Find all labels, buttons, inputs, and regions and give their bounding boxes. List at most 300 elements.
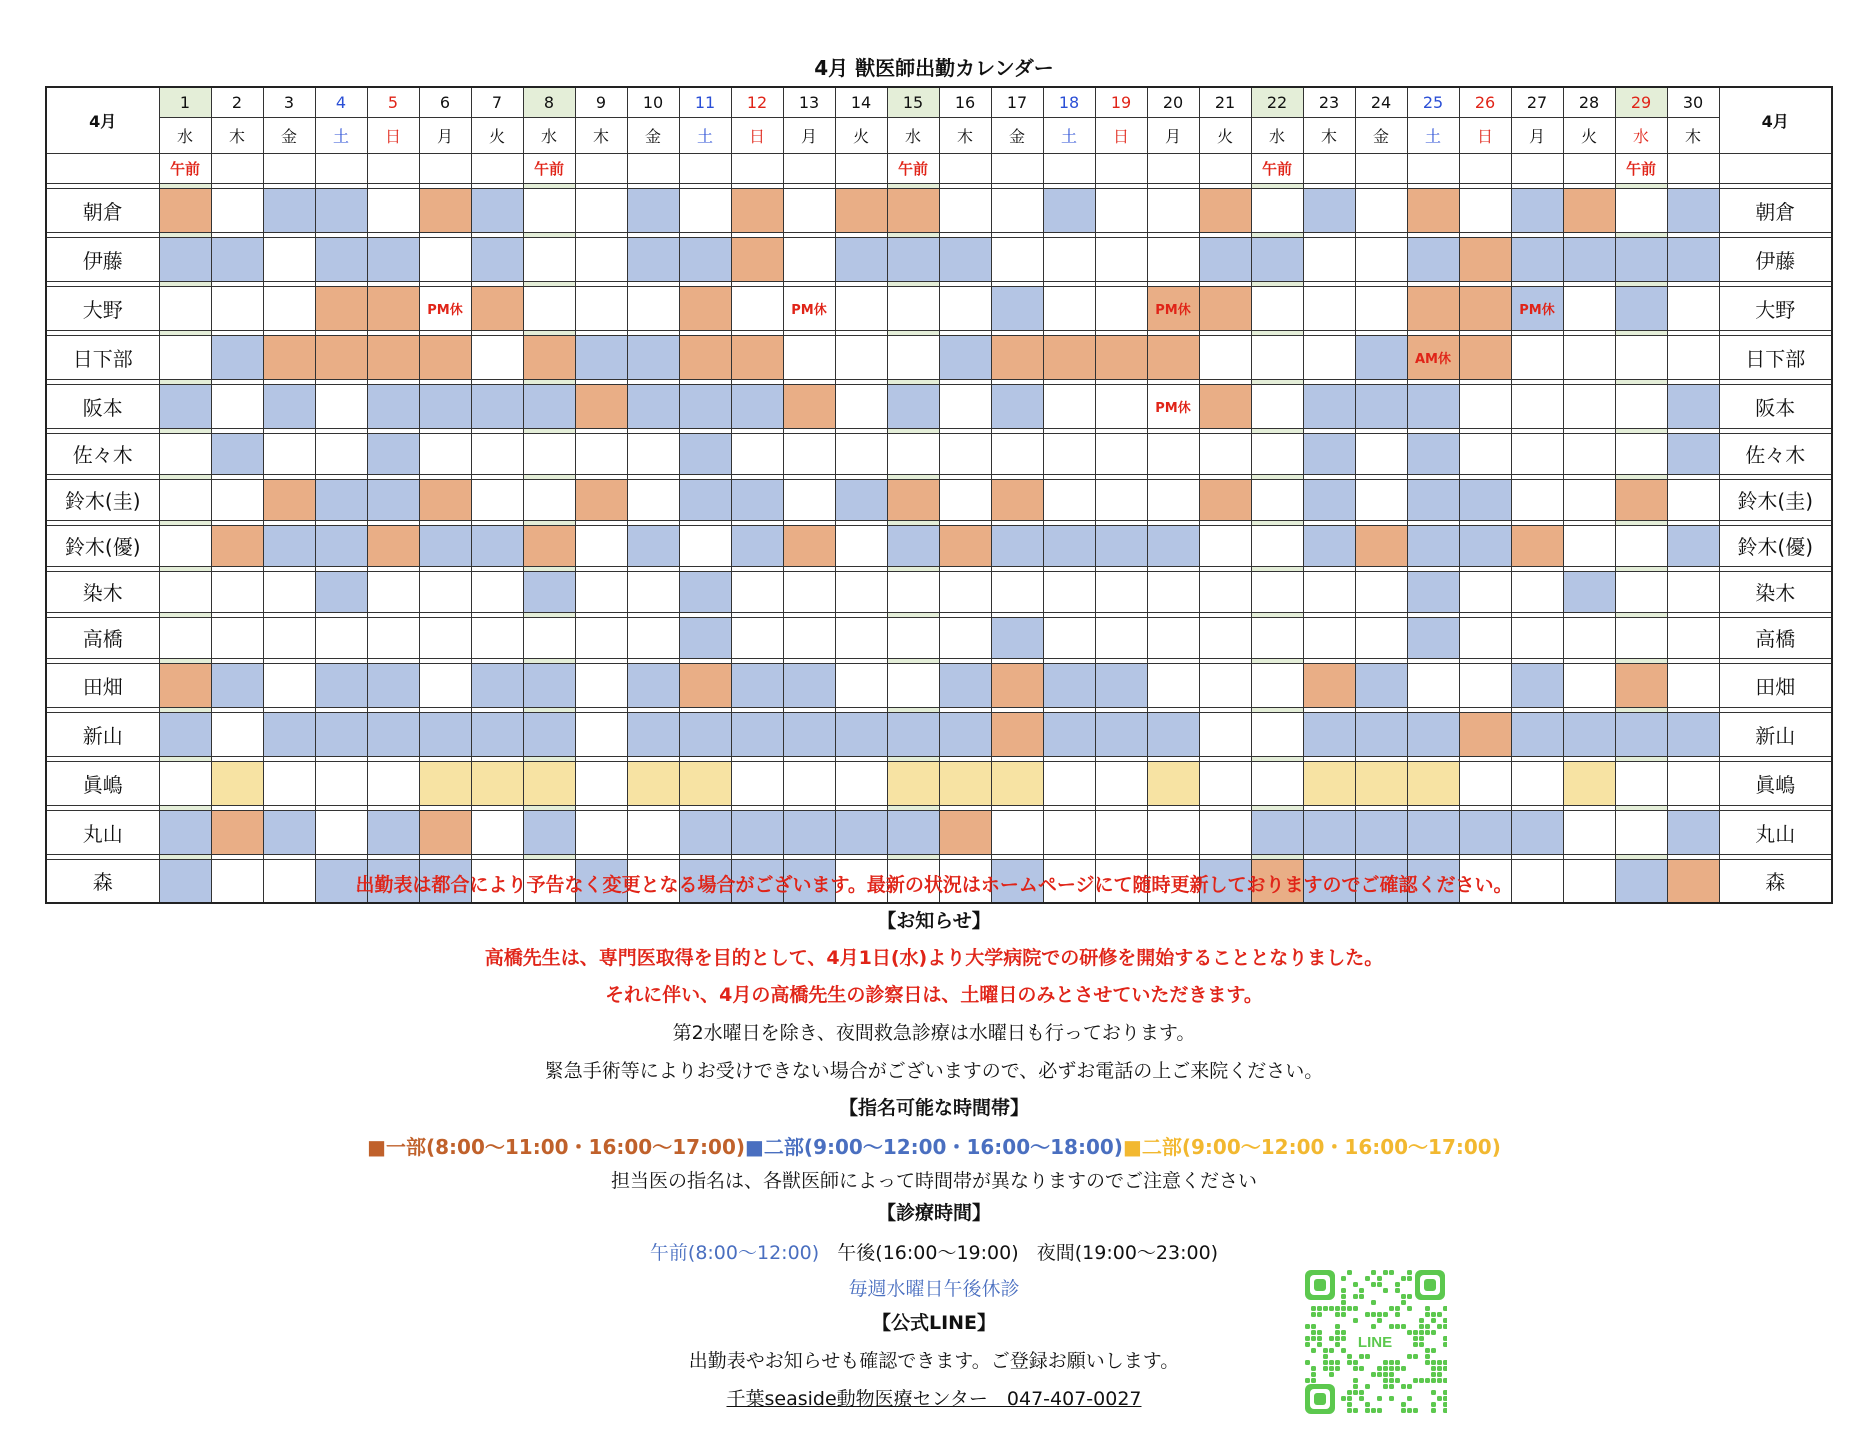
qr-module: [1323, 1306, 1328, 1311]
shift-cell: [1459, 663, 1511, 707]
gozen-empty: [367, 153, 419, 183]
day-number: 15: [887, 87, 939, 117]
shift-cell: [1615, 286, 1667, 330]
shift-cell: [1563, 761, 1615, 805]
shift-cell: [939, 525, 991, 566]
oshirase-heading: 【お知らせ】: [877, 910, 991, 932]
shift-cell: [315, 384, 367, 428]
qr-module: [1425, 1324, 1430, 1329]
shift-cell: [627, 617, 679, 658]
doctor-name-right: 佐々木: [1719, 433, 1832, 474]
shift-cell: [783, 479, 835, 520]
shift-cell: [731, 712, 783, 756]
qr-module: [1347, 1390, 1352, 1395]
clinic-contact[interactable]: 千葉seaside動物医療センター 047-407-0027: [726, 1388, 1142, 1410]
weekday-label: 木: [939, 117, 991, 153]
day-number: 21: [1199, 87, 1251, 117]
shift-cell: [1095, 286, 1147, 330]
qr-module: [1305, 1342, 1310, 1347]
qr-module: [1317, 1306, 1322, 1311]
shift-note: PM休: [1155, 302, 1191, 318]
qr-module: [1377, 1372, 1382, 1377]
gozen-empty: [419, 153, 471, 183]
shift-cell: [315, 237, 367, 281]
shift-cell: [263, 237, 315, 281]
gozen-marker: 午前: [1251, 153, 1303, 183]
doctor-name-left: 高橋: [46, 617, 159, 658]
qr-line-label: LINE: [1357, 1334, 1393, 1351]
shift-cell: [627, 188, 679, 232]
shift-cell: [263, 810, 315, 854]
qr-module: [1347, 1306, 1352, 1311]
shift-cell: [731, 237, 783, 281]
gozen-empty: [679, 153, 731, 183]
qr-module: [1323, 1360, 1328, 1365]
shift-cell: [1355, 433, 1407, 474]
shift-cell: [575, 384, 627, 428]
shift-cell: [679, 237, 731, 281]
qr-module: [1401, 1408, 1406, 1413]
shift-cell: [575, 761, 627, 805]
qr-module: [1353, 1282, 1358, 1287]
gozen-empty: [471, 153, 523, 183]
doctor-name-left: 鈴木(優): [46, 525, 159, 566]
shift-cell: [471, 810, 523, 854]
shift-cell: [1459, 712, 1511, 756]
doctor-row: [46, 761, 1832, 805]
shift-cell: [367, 525, 419, 566]
day-number: 2: [211, 87, 263, 117]
weekday-label: 木: [575, 117, 627, 153]
shift-cell: [211, 617, 263, 658]
weekday-label: 月: [1147, 117, 1199, 153]
shift-cell: [731, 188, 783, 232]
shift-cell: [1147, 237, 1199, 281]
qr-module: [1443, 1318, 1447, 1323]
qr-module: [1359, 1396, 1364, 1401]
shift-cell: [1615, 810, 1667, 854]
shift-cell: [263, 433, 315, 474]
day-number: 22: [1251, 87, 1303, 117]
shift-cell: [1355, 286, 1407, 330]
qr-module: [1377, 1276, 1382, 1281]
shift-cell: [1199, 712, 1251, 756]
shift-cell: [471, 761, 523, 805]
shimei-note: 担当医の指名は、各獣医師によって時間帯が異なりますのでご注意ください: [610, 1170, 1257, 1192]
shift-cell: [991, 525, 1043, 566]
page-title: 4月 獣医師出勤カレンダー: [814, 56, 1054, 80]
doctor-row: [46, 286, 1832, 330]
day-number: 14: [835, 87, 887, 117]
shift-cell: [575, 479, 627, 520]
doctor-name-left: 伊藤: [46, 237, 159, 281]
shift-cell: [1147, 188, 1199, 232]
shift-cell: [1043, 286, 1095, 330]
shift-cell: [419, 384, 471, 428]
shift-cell: [731, 433, 783, 474]
shift-cell: [315, 335, 367, 379]
shift-cell: [1511, 571, 1563, 612]
shift-cell: [419, 188, 471, 232]
shift-cell: [159, 810, 211, 854]
shift-cell: [1043, 663, 1095, 707]
shift-cell: [1459, 433, 1511, 474]
qr-module: [1431, 1318, 1436, 1323]
qr-module: [1407, 1270, 1412, 1275]
doctor-row: [46, 617, 1832, 658]
shift-cell: [1199, 761, 1251, 805]
shift-cell: [1563, 433, 1615, 474]
shift-cell: [211, 286, 263, 330]
gozen-empty: [731, 153, 783, 183]
shift-cell: [835, 663, 887, 707]
qr-module: [1335, 1336, 1340, 1341]
day-number: 9: [575, 87, 627, 117]
qr-module: [1443, 1408, 1447, 1413]
shift-cell: [731, 761, 783, 805]
shift-cell: [1667, 617, 1719, 658]
doctor-row: [46, 525, 1832, 566]
gozen-marker: 午前: [159, 153, 211, 183]
shift-cell: [523, 237, 575, 281]
shift-cell: [1251, 335, 1303, 379]
day-number: 1: [159, 87, 211, 117]
qr-module: [1383, 1384, 1388, 1389]
hours-heading: 【診療時間】: [876, 1202, 991, 1224]
qr-module: [1353, 1408, 1358, 1413]
shift-cell: [367, 237, 419, 281]
day-number: 6: [419, 87, 471, 117]
shift-cell: [1147, 433, 1199, 474]
shift-cell: [367, 188, 419, 232]
shift-cell: [263, 617, 315, 658]
qr-module: [1359, 1390, 1364, 1395]
shift-cell: [211, 525, 263, 566]
shift-cell: [939, 712, 991, 756]
shift-cell: [575, 188, 627, 232]
qr-module: [1425, 1330, 1430, 1335]
shift-cell: [1563, 237, 1615, 281]
shift-cell: [1095, 525, 1147, 566]
doctor-row: [46, 433, 1832, 474]
qr-module: [1425, 1348, 1430, 1353]
qr-module: [1311, 1324, 1316, 1329]
shift-cell: [471, 712, 523, 756]
shift-cell: [1459, 188, 1511, 232]
shift-cell: [991, 663, 1043, 707]
qr-module: [1407, 1396, 1412, 1401]
shift-cell: [1355, 525, 1407, 566]
qr-module: [1419, 1330, 1424, 1335]
shift-cell: [263, 335, 315, 379]
shift-cell: [523, 384, 575, 428]
shift-cell: [1251, 663, 1303, 707]
takahashi-notice-1: 高橋先生は、専門医取得を目的として、4月1日(水)より大学病院での研修を開始することとなりました。: [484, 947, 1384, 969]
shift-cell: [679, 761, 731, 805]
qr-module: [1383, 1372, 1388, 1377]
gozen-empty: [1407, 153, 1459, 183]
shift-cell: [835, 433, 887, 474]
qr-module: [1437, 1372, 1442, 1377]
qr-module: [1389, 1360, 1394, 1365]
shift-cell: [1095, 810, 1147, 854]
shift-cell: [1303, 188, 1355, 232]
shift-cell: [1303, 335, 1355, 379]
shift-cell: [1667, 384, 1719, 428]
shift-cell: [1459, 384, 1511, 428]
shift-cell: [1407, 188, 1459, 232]
shift-note: AM休: [1415, 351, 1451, 367]
shift-cell: [1303, 810, 1355, 854]
day-number: 12: [731, 87, 783, 117]
shift-cell: [1407, 479, 1459, 520]
gozen-empty: [1459, 153, 1511, 183]
shift-cell: [783, 335, 835, 379]
shift-cell: [1563, 384, 1615, 428]
shift-cell: [523, 571, 575, 612]
shift-cell: [679, 712, 731, 756]
qr-module: [1401, 1366, 1406, 1371]
shift-cell: [1043, 335, 1095, 379]
shift-cell: [1199, 384, 1251, 428]
shift-cell: [211, 712, 263, 756]
shift-cell: [783, 286, 835, 330]
shift-cell: [679, 384, 731, 428]
shift-cell: [939, 571, 991, 612]
qr-module: [1443, 1366, 1447, 1371]
qr-module: [1347, 1402, 1352, 1407]
shift-cell: [1043, 433, 1095, 474]
qr-module: [1401, 1384, 1406, 1389]
shift-cell: [1563, 525, 1615, 566]
shift-cell: [679, 479, 731, 520]
shift-cell: [1303, 479, 1355, 520]
qr-module: [1341, 1300, 1346, 1305]
qr-module: [1323, 1366, 1328, 1371]
doctor-name-right: 染木: [1719, 571, 1832, 612]
qr-module: [1389, 1372, 1394, 1377]
weekday-label: 月: [1511, 117, 1563, 153]
shift-cell: [1667, 810, 1719, 854]
day-number: 16: [939, 87, 991, 117]
shift-cell: [211, 335, 263, 379]
shift-cell: [731, 286, 783, 330]
qr-module: [1317, 1342, 1322, 1347]
qr-module: [1311, 1306, 1316, 1311]
shift-cell: [887, 761, 939, 805]
hours-pm: 午後(16:00〜19:00): [837, 1242, 1019, 1264]
shift-cell: [419, 712, 471, 756]
qr-module: [1443, 1306, 1447, 1311]
shift-cell: [835, 712, 887, 756]
shift-cell: [939, 761, 991, 805]
shift-cell: [1355, 571, 1407, 612]
shift-cell: [1563, 712, 1615, 756]
shift-cell: [1303, 663, 1355, 707]
qr-module: [1437, 1396, 1442, 1401]
day-number: 20: [1147, 87, 1199, 117]
shift-cell: [1615, 479, 1667, 520]
qr-module: [1443, 1336, 1447, 1341]
shift-cell: [315, 286, 367, 330]
qr-module: [1389, 1396, 1394, 1401]
shift-cell: [1095, 188, 1147, 232]
shift-cell: [887, 617, 939, 658]
qr-module: [1335, 1366, 1340, 1371]
shift-cell: [627, 335, 679, 379]
shift-cell: [1459, 335, 1511, 379]
qr-module: [1377, 1366, 1382, 1371]
shift-cell: [1303, 384, 1355, 428]
qr-module: [1401, 1402, 1406, 1407]
shift-cell: [1303, 617, 1355, 658]
qr-module: [1371, 1324, 1376, 1329]
doctor-name-right: 眞嶋: [1719, 761, 1832, 805]
qr-module: [1419, 1324, 1424, 1329]
shift-cell: [1251, 188, 1303, 232]
shift-note: PM休: [427, 302, 463, 318]
shift-cell: [1563, 663, 1615, 707]
qr-module: [1335, 1342, 1340, 1347]
shift-cell: [1511, 810, 1563, 854]
qr-module: [1431, 1330, 1436, 1335]
shift-cell: [1459, 286, 1511, 330]
shift-cell: [1043, 617, 1095, 658]
shift-cell: [1563, 479, 1615, 520]
qr-module: [1365, 1312, 1370, 1317]
shift-cell: [1511, 384, 1563, 428]
gozen-empty: [627, 153, 679, 183]
shift-cell: [1251, 479, 1303, 520]
line-qr-code[interactable]: [1303, 1268, 1447, 1416]
qr-module: [1413, 1354, 1418, 1359]
qr-module: [1431, 1312, 1436, 1317]
shift-cell: [419, 479, 471, 520]
shift-cell: [835, 571, 887, 612]
qr-module: [1335, 1312, 1340, 1317]
day-number: 7: [471, 87, 523, 117]
qr-module: [1377, 1396, 1382, 1401]
day-number: 5: [367, 87, 419, 117]
shift-cell: [1667, 433, 1719, 474]
qr-module: [1371, 1312, 1376, 1317]
shift-cell: [731, 479, 783, 520]
shift-cell: [1459, 525, 1511, 566]
header-day-row: [46, 87, 1832, 117]
shift-cell: [679, 810, 731, 854]
qr-module: [1395, 1312, 1400, 1317]
qr-module: [1353, 1318, 1358, 1323]
doctor-name-right: 阪本: [1719, 384, 1832, 428]
shift-cell: [1667, 479, 1719, 520]
day-number: 17: [991, 87, 1043, 117]
shift-cell: [211, 810, 263, 854]
shift-cell: [1199, 571, 1251, 612]
shift-cell: [627, 571, 679, 612]
weekday-label: 日: [1095, 117, 1147, 153]
shift-cell: [211, 188, 263, 232]
shift-cell: [211, 663, 263, 707]
shift-cell: [627, 384, 679, 428]
weekday-label: 月: [783, 117, 835, 153]
shift-cell: [211, 761, 263, 805]
shift-cell: [1199, 525, 1251, 566]
shift-cell: [367, 433, 419, 474]
gozen-empty: [1095, 153, 1147, 183]
shift-cell: [211, 237, 263, 281]
qr-module: [1341, 1336, 1346, 1341]
qr-module: [1329, 1360, 1334, 1365]
shift-cell: [1407, 335, 1459, 379]
shift-cell: [783, 810, 835, 854]
shift-cell: [575, 525, 627, 566]
shift-cell: [367, 810, 419, 854]
doctor-name-right: 鈴木(優): [1719, 525, 1832, 566]
shift-cell: [1095, 237, 1147, 281]
shift-cell: [1355, 479, 1407, 520]
qr-module: [1425, 1360, 1430, 1365]
shift-cell: [575, 433, 627, 474]
doctor-name-right: 丸山: [1719, 810, 1832, 854]
qr-module: [1419, 1318, 1424, 1323]
shift-cell: [1615, 188, 1667, 232]
qr-module: [1365, 1276, 1370, 1281]
qr-module: [1383, 1366, 1388, 1371]
qr-module: [1443, 1396, 1447, 1401]
shift-cell: [1667, 335, 1719, 379]
doctor-name-left: 新山: [46, 712, 159, 756]
shift-cell: [1511, 663, 1563, 707]
shift-cell: [1667, 663, 1719, 707]
doctor-name-left: 眞嶋: [46, 761, 159, 805]
shift-cell: [1511, 433, 1563, 474]
shift-cell: [783, 571, 835, 612]
shift-cell: [523, 712, 575, 756]
qr-module: [1407, 1276, 1412, 1281]
day-number: 19: [1095, 87, 1147, 117]
qr-module: [1425, 1306, 1430, 1311]
shift-cell: [887, 286, 939, 330]
day-number: 27: [1511, 87, 1563, 117]
qr-module: [1407, 1306, 1412, 1311]
shift-cell: [783, 188, 835, 232]
qr-module: [1443, 1360, 1447, 1365]
header-weekday-row: [46, 117, 1832, 153]
shift-cell: [1147, 712, 1199, 756]
shift-cell: [263, 479, 315, 520]
shift-cell: [575, 810, 627, 854]
weekday-label: 金: [991, 117, 1043, 153]
shift-cell: [1407, 237, 1459, 281]
shift-cell: [783, 712, 835, 756]
shift-cell: [1199, 810, 1251, 854]
shift-cell: [991, 479, 1043, 520]
qr-module: [1389, 1306, 1394, 1311]
shift-cell: [1095, 617, 1147, 658]
weekday-label: 木: [1667, 117, 1719, 153]
shift-cell: [1199, 286, 1251, 330]
shift-cell: [211, 571, 263, 612]
qr-module: [1365, 1354, 1370, 1359]
shift-cell: [159, 384, 211, 428]
shift-cell: [783, 761, 835, 805]
shift-note: PM休: [791, 302, 827, 318]
gozen-marker: 午前: [523, 153, 575, 183]
qr-module: [1329, 1306, 1334, 1311]
qr-module: [1305, 1324, 1310, 1329]
legend-nibu: ■二部(9:00〜12:00・16:00〜18:00): [745, 1135, 1123, 1159]
shift-cell: [939, 617, 991, 658]
